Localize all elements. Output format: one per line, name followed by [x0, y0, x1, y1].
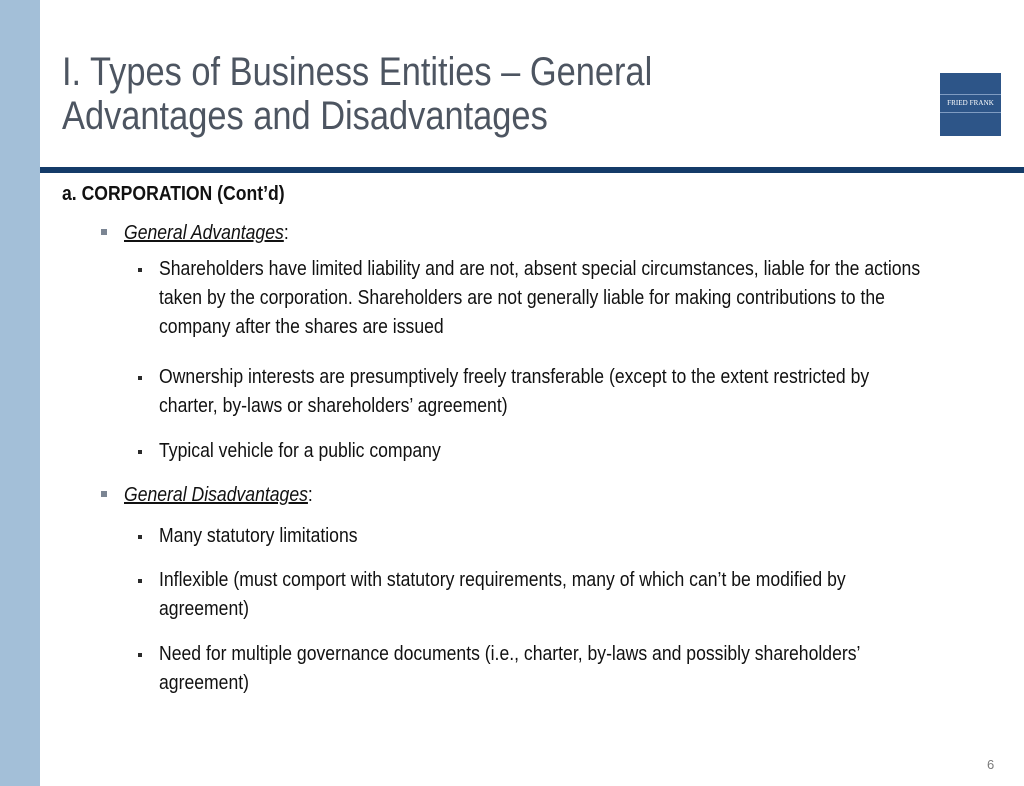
advantage-item-2-line-1: Ownership interests are presumptively freely transferable (except to the extent restricted by	[159, 366, 870, 388]
disadvantage-item-1	[159, 522, 358, 551]
disadvantage-item-3-line-1: Need for multiple governance documents (i.e., charter, by-laws and possibly shareholders’	[159, 643, 861, 665]
disadvantage-item-1-line-1: Many statutory limitations	[159, 525, 358, 547]
square-bullet-icon	[101, 229, 107, 235]
advantages-heading	[124, 219, 289, 248]
disadvantage-item-2-line-1: Inflexible (must comport with statutory requirements, many of which can’t be modified by	[159, 569, 846, 591]
slide-title	[62, 50, 802, 138]
logo-text: FRIED FRANK	[947, 99, 994, 107]
slide-title-line-1: I. Types of Business Entities – General	[62, 50, 653, 94]
advantage-item-2	[159, 363, 869, 421]
disadvantage-item-3-line-2: agreement)	[159, 672, 250, 694]
logo-rule-bottom	[940, 112, 1001, 113]
disadvantage-item-2	[159, 566, 846, 624]
square-bullet-icon	[101, 491, 107, 497]
square-bullet-icon	[138, 450, 142, 454]
disadvantage-item-3	[159, 640, 860, 698]
logo-rule-top	[940, 94, 1001, 95]
disadvantages-colon: :	[307, 484, 313, 506]
header-divider	[40, 167, 1024, 173]
page-number: 6	[987, 757, 995, 772]
fried-frank-logo	[940, 73, 1001, 136]
advantage-item-1-line-3: company after the shares are issued	[159, 316, 444, 338]
slide-title-line-2: Advantages and Disadvantages	[62, 94, 548, 138]
advantages-colon: :	[283, 222, 289, 244]
advantage-item-1-line-1: Shareholders have limited liability and are not, absent special circumstances, liable for the actions	[159, 258, 921, 280]
square-bullet-icon	[138, 376, 142, 380]
advantages-label: General Advantages	[124, 222, 284, 244]
advantage-item-2-line-2: charter, by-laws or shareholders’ agreement)	[159, 395, 508, 417]
advantage-item-3	[159, 437, 441, 466]
advantage-item-1-line-2: taken by the corporation. Shareholders are not generally liable for making contributions to the	[159, 287, 885, 309]
section-heading: a. CORPORATION (Cont’d)	[62, 183, 285, 205]
advantage-item-3-line-1: Typical vehicle for a public company	[159, 440, 441, 462]
square-bullet-icon	[138, 268, 142, 272]
disadvantages-label: General Disadvantages	[124, 484, 308, 506]
square-bullet-icon	[138, 579, 142, 583]
disadvantage-item-2-line-2: agreement)	[159, 598, 250, 620]
advantage-item-1	[159, 255, 920, 342]
disadvantages-heading	[124, 481, 313, 510]
square-bullet-icon	[138, 653, 142, 657]
square-bullet-icon	[138, 535, 142, 539]
left-accent-band	[0, 0, 40, 786]
